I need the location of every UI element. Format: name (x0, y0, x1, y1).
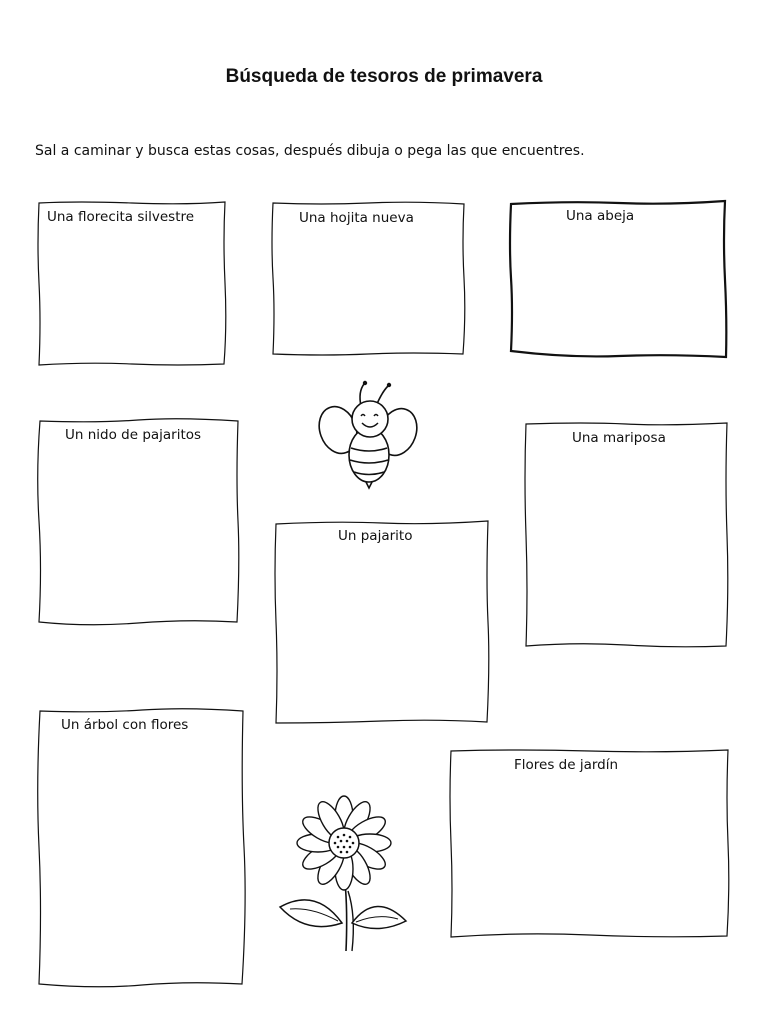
bee-illustration (318, 378, 418, 490)
box-label: Flores de jardín (514, 757, 619, 773)
box-frame (275, 520, 489, 724)
box-nido-de-pajaritos (38, 419, 240, 624)
box-label: Una abeja (566, 208, 635, 224)
box-label: Un árbol con flores (61, 717, 189, 733)
box-hojita-nueva (272, 202, 465, 355)
worksheet-title: Búsqueda de tesoros de primavera (225, 66, 543, 87)
flower-icon (276, 795, 410, 955)
box-frame (38, 201, 226, 366)
box-frame (525, 422, 728, 648)
box-arbol-con-flores (38, 709, 245, 986)
box-label: Una florecita silvestre (47, 209, 195, 225)
box-abeja (509, 200, 727, 358)
box-label: Una hojita nueva (299, 210, 414, 226)
box-frame (450, 749, 729, 938)
worksheet-instructions: Sal a caminar y busca estas cosas, después dibuja o pega las que encuentres. (35, 143, 585, 159)
box-label: Una mariposa (572, 430, 666, 446)
box-label: Un nido de pajaritos (65, 427, 202, 443)
box-frame (38, 709, 245, 986)
box-mariposa (525, 422, 728, 648)
flower-illustration (276, 795, 410, 955)
bee-icon (318, 378, 418, 490)
box-frame (38, 419, 240, 624)
box-pajarito (275, 520, 489, 724)
box-florecita-silvestre (38, 201, 226, 366)
box-label: Un pajarito (338, 528, 413, 544)
box-flores-de-jardin (450, 749, 729, 938)
